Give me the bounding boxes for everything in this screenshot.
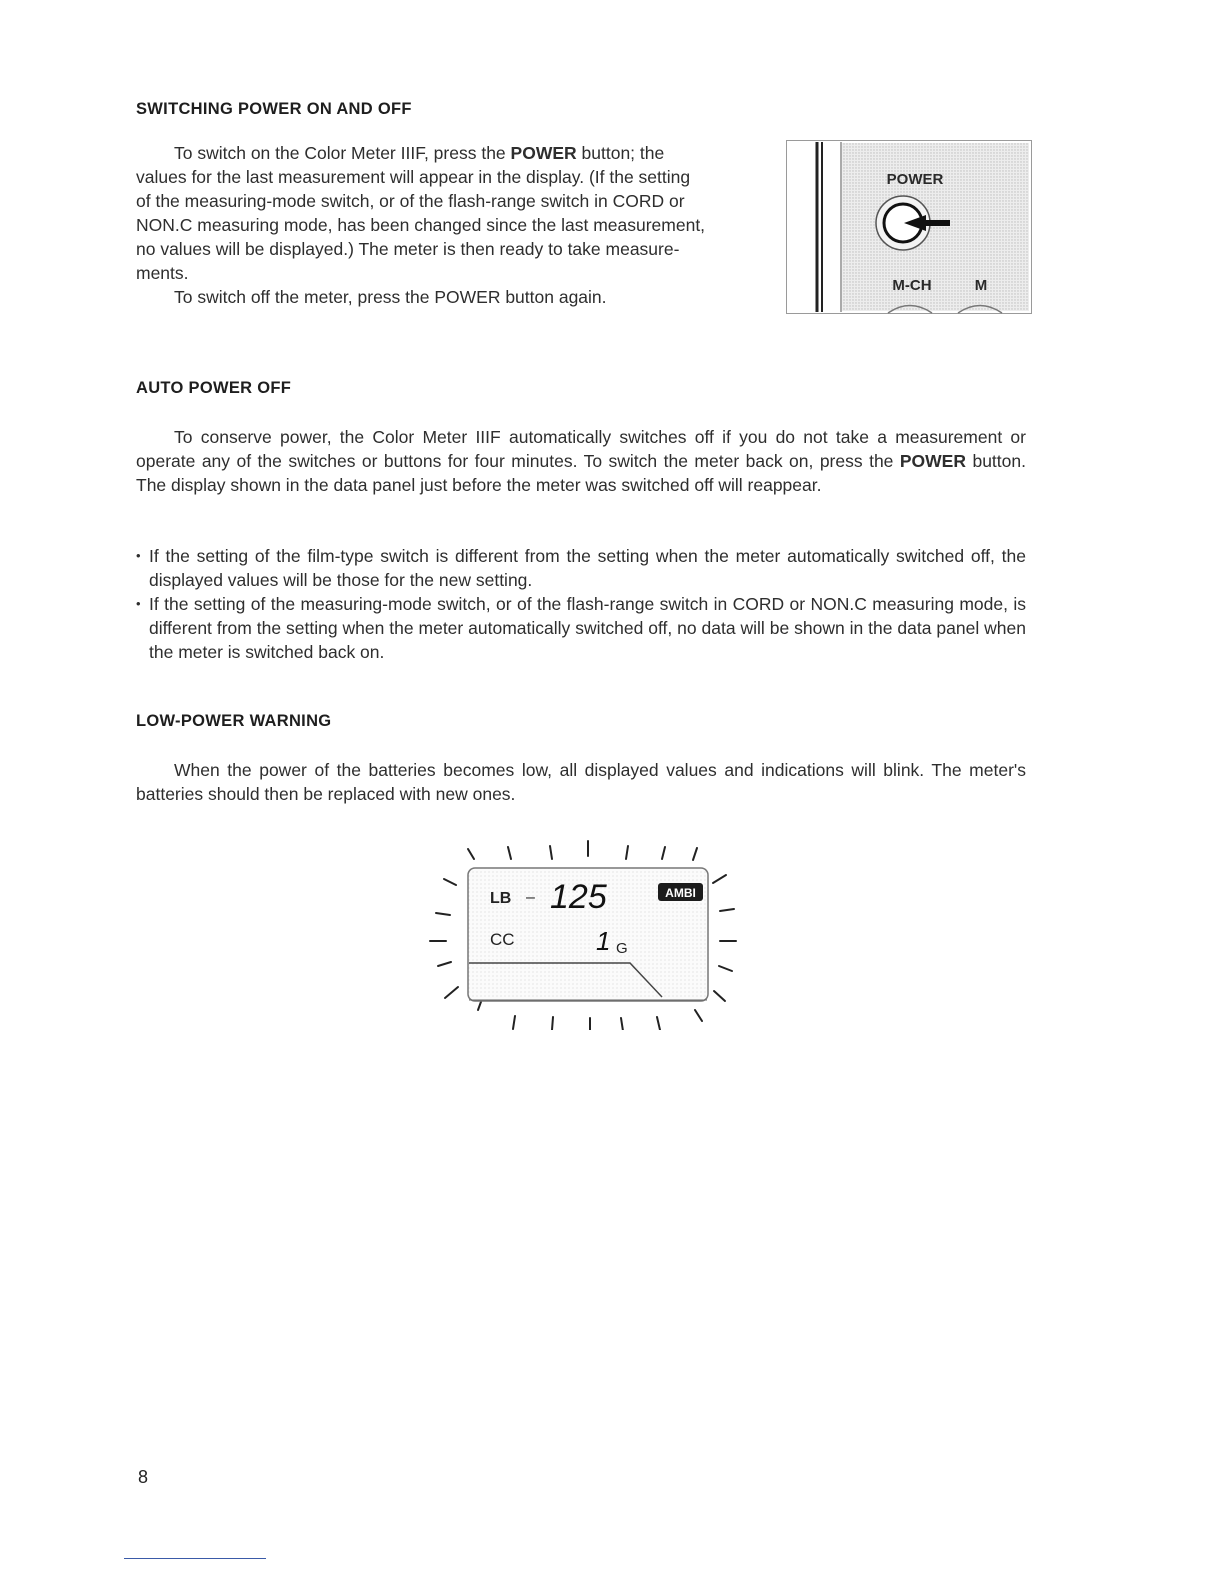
section-heading-low-power-warning: LOW-POWER WARNING xyxy=(136,712,332,730)
auto-power-off-paragraph xyxy=(136,425,1026,497)
para-line: values for the last measurement will appear in the display. (If the setting xyxy=(136,167,691,187)
list-item: • If the setting of the film-type switch is different from the setting when the meter automatically switched off, the displayed values will be those for the new setting. xyxy=(136,544,1026,592)
low-power-paragraph: When the power of the batteries becomes low, all displayed values and indications will blink. The meter's batteries should then be replaced with new ones. xyxy=(136,760,1026,804)
text-run: To switch on the Color Meter IIIF, press the xyxy=(174,143,511,163)
para-line: no values will be displayed.) The meter is then ready to take measure- xyxy=(136,239,680,259)
m-label: M xyxy=(974,277,988,294)
lcd-blink-illustration xyxy=(420,835,750,1030)
auto-power-off-notes xyxy=(136,544,1026,664)
para-line: NON.C measuring mode, has been changed since the last measurement, xyxy=(136,215,706,235)
power-label: POWER xyxy=(886,171,944,188)
text-run: To conserve power, the Color Meter IIIF automatically switches off if you do not take a measurement or operate any of the switches or buttons for four minutes. To switch the meter back on, press the xyxy=(136,427,1026,471)
section-heading-auto-power-off: AUTO POWER OFF xyxy=(136,379,292,397)
cc-value: 1 xyxy=(596,926,611,956)
para-line: ments. xyxy=(136,263,189,283)
switching-power-paragraph xyxy=(136,141,762,309)
bold-term: POWER xyxy=(899,451,966,471)
para-line: of the measuring-mode switch, or of the flash-range switch in CORD or xyxy=(136,191,685,211)
g-label: G xyxy=(616,940,628,957)
para-line: To switch off the meter, press the POWER button again. xyxy=(174,287,607,307)
page-number: 8 xyxy=(138,1467,149,1487)
lb-value: 125 xyxy=(550,878,607,916)
mch-label: M-CH xyxy=(892,277,932,294)
text-run: button. The display shown in the data panel just before the meter was switched off will reappear. xyxy=(136,451,1026,495)
text-run: button; the xyxy=(576,143,665,163)
bold-term: POWER xyxy=(510,143,577,163)
lb-sign: – xyxy=(526,889,535,906)
ambi-label: AMBI xyxy=(665,886,696,900)
para-line xyxy=(136,141,762,165)
panel-surface xyxy=(842,143,1029,311)
cc-label: CC xyxy=(490,930,515,949)
list-item: • If the setting of the measuring-mode switch, or of the flash-range switch in CORD or NON.C measuring mode, is different from the setting when the meter automatically switched off, no data will be shown in the data panel when the meter is switched back on. xyxy=(136,592,1026,664)
power-button-illustration xyxy=(786,140,1032,314)
section-heading-switching-power: SWITCHING POWER ON AND OFF xyxy=(136,100,412,118)
lb-label: LB xyxy=(490,890,512,907)
bottom-rule xyxy=(124,1558,266,1559)
